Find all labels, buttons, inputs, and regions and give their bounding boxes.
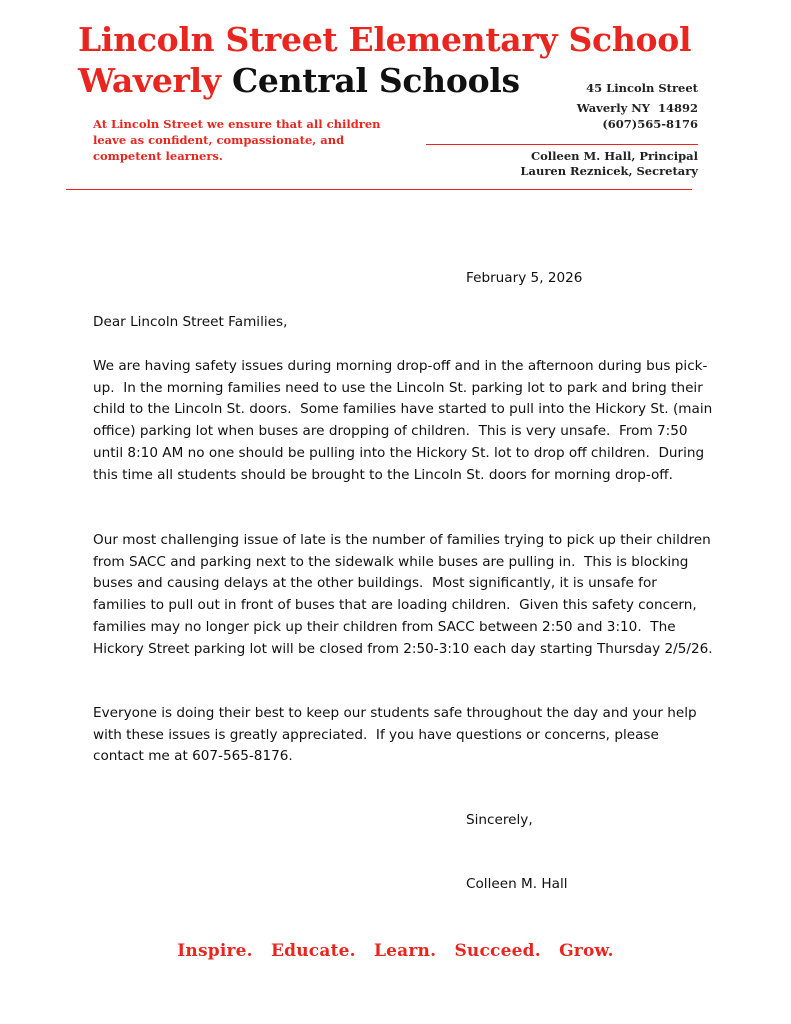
district-name-rest: Central Schools [231,61,520,100]
paragraph-dropoff: We are having safety issues during morning drop-off and in the afternoon during bus pick-up. In the morning families need to use the Lincoln St. parking lot to park and bring their child to the Lincoln St. doors. Some families have started to pull into the Hickory St. (main office) parking lot when buses are dropping of children. This is very unsafe. From 7:50 until 8:10 AM no one should be pulling into the Hickory St. lot to drop off children. During this time all students should be brought to the Lincoln St. doors for morning drop-off. [93,358,717,483]
mission-statement: At Lincoln Street we ensure that all children leave as confident, compassionate, and competent learners. [93,117,385,163]
paragraph-pickup: Our most challenging issue of late is the number of families trying to pick up their children from SACC and parking next to the sidewalk while buses are pulling in. This is blocking buses and causing delays at the other buildings. Most significantly, it is unsafe for families to pull out in front of buses that are loading children. Given this safety concern, families may no longer pick up their children from SACC between 2:50 and 3:10. The Hickory Street parking lot will be closed from 2:50-3:10 each day starting Thursday 2/5/26. [93,532,716,657]
secretary-name: Lauren Reznicek, Secretary [520,164,698,178]
school-phone: (607)565-8176 [602,117,698,131]
header-divider [66,189,692,190]
address-city: Waverly NY 14892 [576,101,698,115]
school-name: Lincoln Street Elementary School [78,20,692,59]
footer-motto: Inspire. Educate. Learn. Succeed. Grow. [177,941,614,961]
district-name-first: Waverly [78,61,221,100]
address-street: 45 Lincoln Street [586,81,698,95]
letter-date: February 5, 2026 [466,270,583,286]
header-divider-short [426,144,698,145]
principal-name: Colleen M. Hall, Principal [530,149,698,163]
district-name [78,61,520,100]
paragraph-closing-remarks: Everyone is doing their best to keep our students safe throughout the day and your help with these issues is greatly appreciated. If you have questions or concerns, please contact me at 607-565-8176. [93,705,702,765]
salutation: Dear Lincoln Street Families, [93,314,288,330]
signer-name: Colleen M. Hall [466,876,568,892]
closing: Sincerely, [466,812,533,828]
